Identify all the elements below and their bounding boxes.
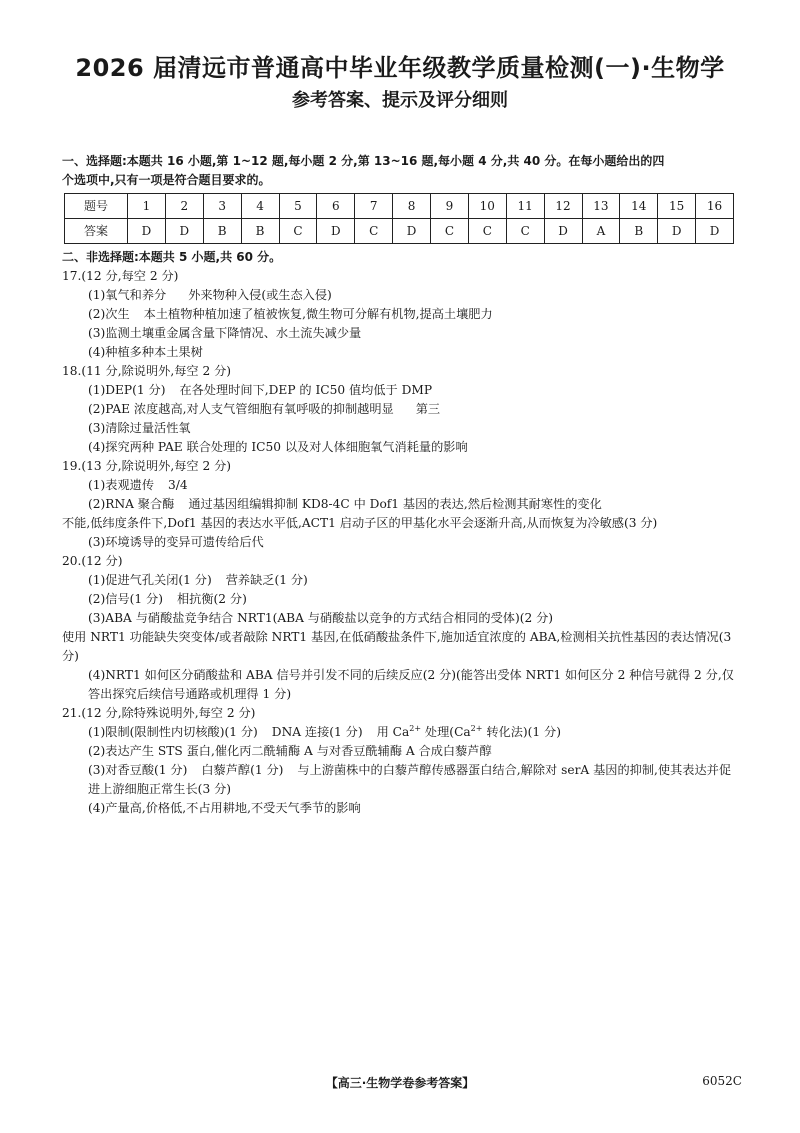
question-number: 1 <box>128 194 166 219</box>
q18-answer-4: (4)探究两种 PAE 联合处理的 IC50 以及对人体细胞氧气消耗量的影响 <box>88 440 468 454</box>
q20-heading: 20.(12 分) <box>62 554 123 568</box>
q20-answer-2a: (2)信号(1 分) <box>88 592 163 606</box>
answer-cell: D <box>658 219 696 244</box>
answer-cell: B <box>620 219 658 244</box>
answer-content <box>62 152 738 818</box>
q17-answer-1b: 外来物种入侵(或生态入侵) <box>188 288 332 302</box>
q21-answer-1c-pre: 用 Ca <box>376 725 410 739</box>
answer-table <box>64 193 734 244</box>
q21-answer-4: (4)产量高,价格低,不占用耕地,不受天气季节的影响 <box>88 801 361 815</box>
question-number-row <box>65 194 734 219</box>
question-number: 4 <box>241 194 279 219</box>
q20-answer-3a: (3)ABA 与硝酸盐竞争结合 NRT1(ABA 与硝酸盐以竞争的方式结合相同的受体)(2 分) <box>88 611 554 625</box>
row-label-answer: 答案 <box>65 219 128 244</box>
answer-cell: D <box>165 219 203 244</box>
question-number: 10 <box>468 194 506 219</box>
q21-answer-1b: DNA 连接(1 分) <box>271 725 363 739</box>
q21-heading: 21.(12 分,除特殊说明外,每空 2 分) <box>62 706 256 720</box>
q19-answer-1 <box>62 476 738 495</box>
answer-cell: C <box>355 219 393 244</box>
q18-answer-1b: 在各处理时间下,DEP 的 IC50 值均低于 DMP <box>179 383 433 397</box>
q18-answer-2 <box>62 400 738 419</box>
footer-label: 【高三·生物学卷参考答案】 <box>325 1076 475 1090</box>
q19-answer-2b: 通过基因组编辑抑制 KD8-4C 中 Dof1 基因的表达,然后检测其耐寒性的变化 <box>188 497 602 511</box>
answer-cell: D <box>393 219 431 244</box>
q19-answer-1b: 3/4 <box>168 478 188 492</box>
q17-answer-3: (3)监测土壤重金属含量下降情况、水土流失减少量 <box>88 326 362 340</box>
question-number: 7 <box>355 194 393 219</box>
question-number: 5 <box>279 194 317 219</box>
part2-heading: 二、非选择题:本题共 5 小题,共 60 分。 <box>62 250 282 264</box>
answer-cell: C <box>279 219 317 244</box>
q19-answer-2 <box>62 495 738 514</box>
q21-answer-3b: 白藜芦醇(1 分) <box>201 763 284 777</box>
q17-answer-1 <box>62 286 738 305</box>
answer-cell: D <box>317 219 355 244</box>
answer-cell: B <box>241 219 279 244</box>
question-number: 14 <box>620 194 658 219</box>
question-number: 16 <box>696 194 734 219</box>
question-number: 3 <box>203 194 241 219</box>
q20-answer-2 <box>62 590 738 609</box>
answer-cell: D <box>544 219 582 244</box>
q20-answer-3b: 使用 NRT1 功能缺失突变体/或者敲除 NRT1 基因,在低硝酸盐条件下,施加适宜浓度的 ABA,检测相关抗性基因的表达情况(3 分) <box>62 630 732 663</box>
q17-answer-2a: (2)次生 <box>88 307 130 321</box>
question-number: 2 <box>165 194 203 219</box>
q20-answer-4: (4)NRT1 如何区分硝酸盐和 ABA 信号并引发不同的后续反应(2 分)(能答出受体 NRT1 如何区分 2 种信号就得 2 分,仅答出探究后续信号通路或机理得 1 分) <box>88 668 734 701</box>
question-number: 11 <box>506 194 544 219</box>
q21-answer-1c-sup2: 2+ <box>470 723 483 733</box>
q21-answer-3 <box>62 761 738 799</box>
q20-answer-1 <box>62 571 738 590</box>
q17-answer-1a: (1)氧气和养分 <box>88 288 167 302</box>
answer-cell: B <box>203 219 241 244</box>
part1-heading-line1: 一、选择题:本题共 16 小题,第 1~12 题,每小题 2 分,第 13~16 题,每小题 4 分,共 40 分。在每小题给出的四 <box>62 154 665 168</box>
question-number: 9 <box>431 194 469 219</box>
q18-answer-2a: (2)PAE 浓度越高,对人支气管细胞有氧呼吸的抑制越明显 <box>88 402 394 416</box>
q21-answer-1 <box>62 723 738 742</box>
answer-cell: D <box>696 219 734 244</box>
q18-answer-2b: 第三 <box>415 402 441 416</box>
document-code: 6052C <box>702 1074 742 1088</box>
answer-cell: D <box>128 219 166 244</box>
q21-answer-3c: 与上游菌株中的白藜芦醇传感器蛋白结合,解除对 serA 基因的抑制,使其表达并促进上游细胞正常生长(3 分) <box>88 763 732 796</box>
q20-answer-2b: 相抗衡(2 分) <box>176 592 247 606</box>
question-number: 8 <box>393 194 431 219</box>
part1-heading-line2: 个选项中,只有一项是符合题目要求的。 <box>62 173 271 187</box>
q19-answer-2c: 不能,低纬度条件下,Dof1 基因的表达水平低,ACT1 启动子区的甲基化水平会逐渐升高,从而恢复为冷敏感(3 分) <box>62 516 658 530</box>
q21-answer-3a: (3)对香豆酸(1 分) <box>88 763 188 777</box>
answer-row <box>65 219 734 244</box>
q17-answer-2b: 本土植物种植加速了植被恢复,微生物可分解有机物,提高土壤肥力 <box>143 307 493 321</box>
q19-answer-2a: (2)RNA 聚合酶 <box>88 497 175 511</box>
q18-answer-3: (3)清除过量活性氧 <box>88 421 191 435</box>
question-number: 15 <box>658 194 696 219</box>
row-label-question: 题号 <box>65 194 128 219</box>
answer-cell: A <box>582 219 620 244</box>
q17-answer-2 <box>62 305 738 324</box>
question-number: 13 <box>582 194 620 219</box>
q21-answer-2: (2)表达产生 STS 蛋白,催化丙二酰辅酶 A 与对香豆酰辅酶 A 合成白藜芦醇 <box>88 744 492 758</box>
q21-answer-1c-post: 转化法)(1 分) <box>482 725 561 739</box>
question-number: 6 <box>317 194 355 219</box>
q21-answer-1a: (1)限制(限制性内切核酸)(1 分) <box>88 725 258 739</box>
question-number: 12 <box>544 194 582 219</box>
answer-cell: C <box>468 219 506 244</box>
answer-cell: C <box>431 219 469 244</box>
q21-answer-1c-sup: 2+ <box>409 723 422 733</box>
q18-answer-1 <box>62 381 738 400</box>
q20-answer-3 <box>62 609 738 628</box>
q21-answer-1c-mid: 处理(Ca <box>421 725 471 739</box>
q18-heading: 18.(11 分,除说明外,每空 2 分) <box>62 364 232 378</box>
q19-answer-3: (3)环境诱导的变异可遗传给后代 <box>88 535 264 549</box>
q19-heading: 19.(13 分,除说明外,每空 2 分) <box>62 459 232 473</box>
q20-answer-1a: (1)促进气孔关闭(1 分) <box>88 573 212 587</box>
answer-cell: C <box>506 219 544 244</box>
document-subtitle: 参考答案、提示及评分细则 <box>292 90 508 111</box>
q17-answer-4: (4)种植多种本土果树 <box>88 345 203 359</box>
q19-answer-1a: (1)表观遗传 <box>88 478 155 492</box>
q18-answer-1a: (1)DEP(1 分) <box>88 383 166 397</box>
q17-heading: 17.(12 分,每空 2 分) <box>62 269 179 283</box>
document-title: 2026 届清远市普通高中毕业年级教学质量检测(一)·生物学 <box>75 54 725 82</box>
q20-answer-1b: 营养缺乏(1 分) <box>225 573 308 587</box>
